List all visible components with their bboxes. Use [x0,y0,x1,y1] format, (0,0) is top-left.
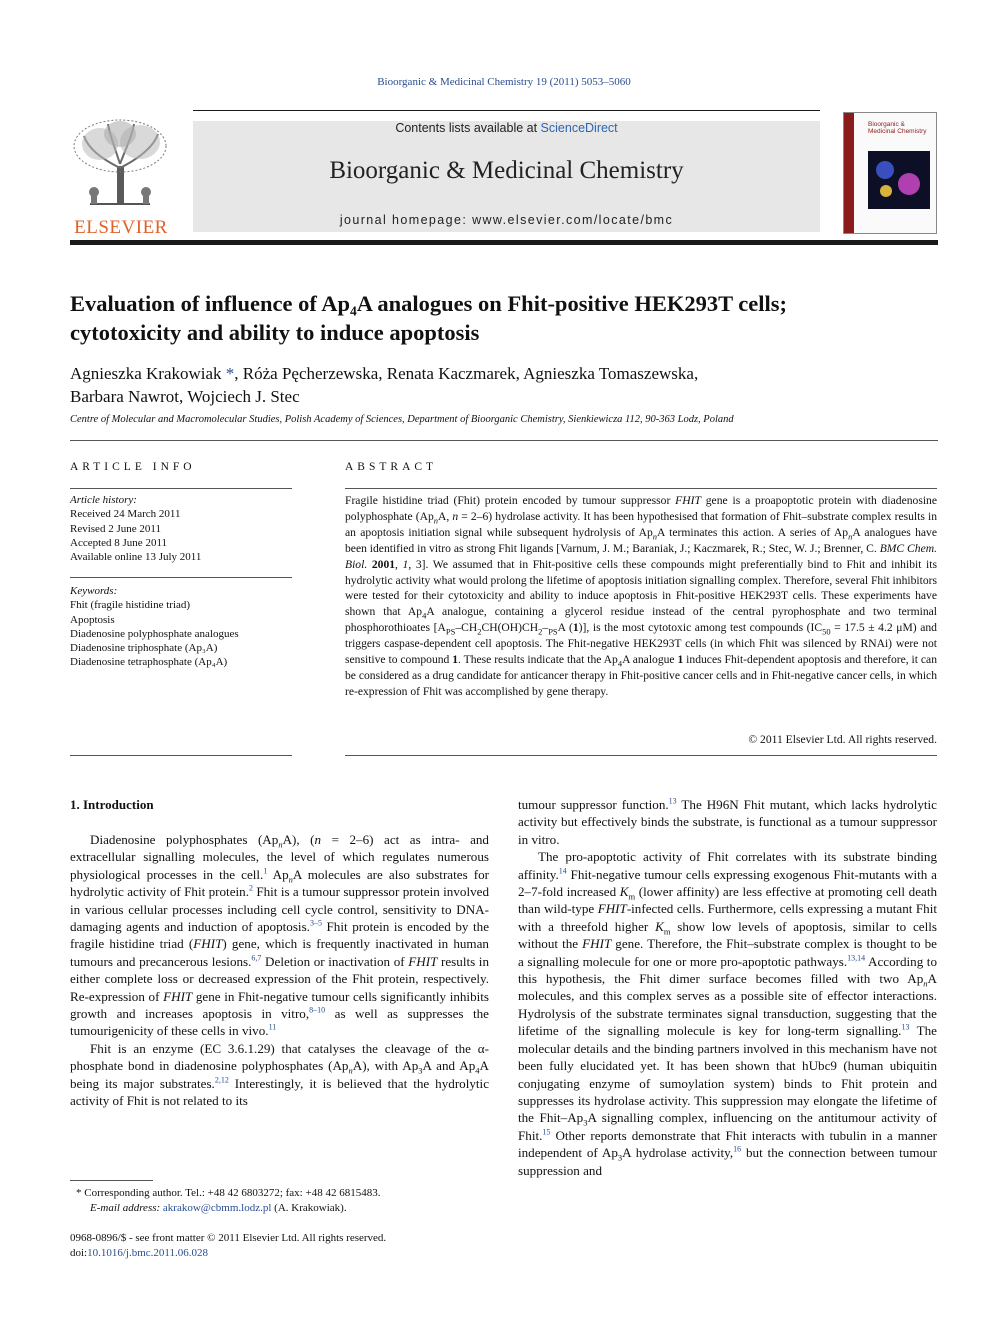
history-received: Received 24 March 2011 [70,508,181,521]
abstract-bottom-rule [345,755,937,756]
article-info-rule [70,488,292,489]
keywords [70,584,292,670]
intro-paragraph-2-cont: tumour suppressor function.$^{13}$ The H96N Fhit mutant, which lacks hydrolytic activity but effectively binds the substrate, is functional as a tumour suppressor in vitro. [518,796,937,847]
footnote-email-link[interactable]: akrakow@cbmm.lodz.pl [162,1201,272,1214]
article-history-label: Article history: [70,494,137,506]
author-list [70,362,940,408]
footnote-corresponding: Corresponding author. Tel.: +48 42 6803272; fax: +48 42 6815483. [84,1187,381,1199]
doi-link[interactable]: 10.1016/j.bmc.2011.06.028 [87,1246,209,1259]
keyword-item: Fhit (fragile histidine triad) [70,599,191,612]
footnote-email-suffix: (A. Krakowiak). [271,1201,347,1214]
footnote-star: * [76,1187,85,1199]
body-column-left [70,831,489,1110]
doi-label: doi: [70,1246,88,1259]
corresponding-author-footnote [76,1186,496,1215]
article-info-heading: ARTICLE INFO [70,461,196,473]
cover-band [844,113,854,234]
introduction-heading: 1. Introduction [70,797,154,812]
corresponding-author-marker[interactable]: * [221,364,235,383]
issn-line: 0968-0896/$ - see front matter © 2011 Elsevier Ltd. All rights reserved. [70,1232,387,1244]
article-title-line-1: Evaluation of influence of Ap₄A analogues on Fhit-positive HEK293T cells; [70,291,788,316]
header-thick-rule [70,240,938,245]
intro-paragraph-1: Diadenosine polyphosphates $(Ap_nA)$, (n = 2–6) act as intra- and extracellular signalling molecules, the level of which regulates numerous physiological processes in the cell.$^1$ $Ap_nA$ molecules are also substrates for hydrolytic activity of Fhit protein.$^2$ Fhit is a tumour suppressor protein involved in various cellular processes including cell cycle control, sensitivity to DNA-damaging agents and induction of apoptosis.$^{3-5}$ Fhit protein is encoded by the fragile histidine triad (FHIT) gene, which is frequently inactivated in human tumours and precancerous lesions.$^{6,7}$ Deletion or inactivation of FHIT results in either complete loss or decreased expression of the Fhit protein, respectively. Re-expression of FHIT gene in Fhit-negative tumour cells significantly inhibits growth and increases apoptosis in vitro,$^{8-10}$ as well as suppresses the tumourigenicity of these cells in vivo.$^{11}$ [70,832,490,1039]
keyword-item: Diadenosine polyphosphate analogues [70,627,239,640]
footnote-rule [70,1180,153,1181]
article-title [70,289,950,347]
abstract-text: Fragile histidine triad (Fhit) protein encoded by tumour suppressor FHIT gene is a proapoptotic protein with diadenosine polyphosphate ($Ap_nA$, n = 2–6) hydrolase activity. It has been hypothesised that formation of Fhit–substrate complex results in an apoptosis initiation signal while subsequent hydrolysis of $Ap_nA$ terminates this action. A series of $Ap_nA$ analogues have been identified in vitro as strong Fhit ligands [Varnum, J. M.; Baraniak, J.; Kaczmarek, R.; Stec, W. J.; Brenner, C. BMC Chem. Biol. 2001, 1, 3]. We assumed that in Fhit-positive cells these compounds might preferentially bind to Fhit and inhibit its hydrolytic activity what would prolong the lifetime of apoptosis initiation signalling complex. Therefore, several Fhit inhibitors were tested for their cytotoxicity and ability to induce apoptosis in Fhit-positive HEK293T cells. These experiments have shown that $Ap_4A$ analogue, containing a glycerol residue instead of the central pyrophosphate and two terminal phosphorothioates [$A_{PS}-CH_2CH(OH)CH_2-_{PS}A$ (1)], is the most cytotoxic among test compounds ($IC_{50} = 17.5 \pm 4.2$ μM) and triggers caspase-dependent cell apoptosis. The Fhit-negative HEK293T cells (in which Fhit was silenced by RNAi) were not sensitive to compound 1. These results indicate that the $Ap_4A$ analogue 1 induces Fhit-dependent apoptosis and therefore, it can be considered as a drug candidate for anticancer therapy in Fhit-positive cancer cells and in Fhit-negative cancer cells, in which re-expression of Fhit was accomplished by gene therapy. [345,494,938,698]
body-column-right [518,796,937,1179]
history-accepted: Accepted 8 June 2011 [70,536,168,549]
abstract-heading: ABSTRACT [345,461,438,473]
article-title-line-2: cytotoxicity and ability to induce apoptosis [70,320,480,345]
cover-image [868,151,930,209]
keywords-rule [70,577,292,578]
abstract-copyright: © 2011 Elsevier Ltd. All rights reserved. [748,733,937,746]
cover-title: Bioorganic & Medicinal Chemistry [868,121,927,135]
contents-prefix: Contents lists available at [395,121,541,135]
footnote-email-label: E-mail address: [90,1201,161,1214]
elsevier-wordmark: ELSEVIER [74,217,168,238]
intro-paragraph-3: The pro-apoptotic activity of Fhit correlates with its substrate binding affinity.$^{14}$ Fhit-negative tumour cells expressing exogenous Fhit-mutants with a 2–7-fold increased $K_m$ (lower affinity) are less effective at promoting cell death than wild-type FHIT-infected cells. Furthermore, cells expressing a mutant Fhit with a threefold higher $K_m$ show low levels of apoptosis, similar to cells without the FHIT gene. Therefore, the Fhit–substrate complex is thought to be a signalling molecule for one or more pro-apoptotic pathways.$^{13,14}$ According to this hypothesis, the Fhit dimer surface becomes filled with two $Ap_nA$ molecules, and this complex serves as a possible site of effector interactions. Hydrolysis of the substrate terminates signal transduction, suggesting that the lifetime of the signalling molecule is key for long-term signalling.$^{13}$ The molecular details and the binding partners involved in this mechanism have not been fully elucidated yet. It has been shown that hUbc9 (human ubiquitin conjugating enzyme of sumoylation system) binds to Fhit protein and suppresses its hydrolase activity. This suppression may elongate the lifetime of the Fhit–$Ap_3A$ signalling complex, influencing on the antitumour activity of Fhit.$^{15}$ Other reports demonstrate that Fhit interacts with tubulin in a manner independent of $Ap_3A$ hydrolase activity,$^{16}$ but the connection between tumour suppression and [518,849,938,1178]
article-history [70,493,292,564]
intro-paragraph-2: Fhit is an enzyme (EC 3.6.1.29) that catalyses the cleavage of the α-phosphate bond in diadenosine polyphosphates $(Ap_nA)$, with $Ap_3A$ and $Ap_4A$ being its major substrates.$^{2,12}$ Interestingly, it is believed that the hydrolytic activity of Fhit is not related to its [70,1040,489,1109]
affiliation-rule [70,440,938,441]
history-online: Available online 13 July 2011 [70,551,202,564]
keyword-item: Diadenosine tetraphosphate (Ap₄A) [70,656,228,669]
author-names-line-2: Barbara Nawrot, Wojciech J. Stec [70,387,300,406]
journal-name: Bioorganic & Medicinal Chemistry [329,157,684,184]
elsevier-logo [70,118,172,238]
journal-citation[interactable]: Bioorganic & Medicinal Chemistry 19 (2011) 5053–5060 [377,76,631,88]
keyword-item: Apoptosis [70,613,115,626]
keyword-item: Diadenosine triphosphate (Ap₃A) [70,642,218,655]
elsevier-tree-icon [70,118,170,210]
affiliation: Centre of Molecular and Macromolecular Studies, Polish Academy of Sciences, Department of Bioorganic Chemistry, Sienkiewicza 112, 90-363 Lodz, Poland [70,414,734,425]
front-matter [70,1231,500,1260]
journal-cover-thumbnail[interactable] [843,112,937,234]
author-name[interactable]: Agnieszka Krakowiak [70,364,222,383]
sciencedirect-link[interactable]: ScienceDirect [540,121,618,135]
author-names: , Róża Pęcherzewska, Renata Kaczmarek, Agnieszka Tomaszewska, [234,364,699,383]
info-bottom-rule [70,755,292,756]
keywords-label: Keywords: [70,585,118,597]
history-revised: Revised 2 June 2011 [70,522,161,535]
journal-homepage[interactable]: journal homepage: www.elsevier.com/locate/bmc [339,213,674,227]
header-top-rule [193,110,820,111]
contents-line [193,121,820,135]
abstract-rule [345,488,937,489]
